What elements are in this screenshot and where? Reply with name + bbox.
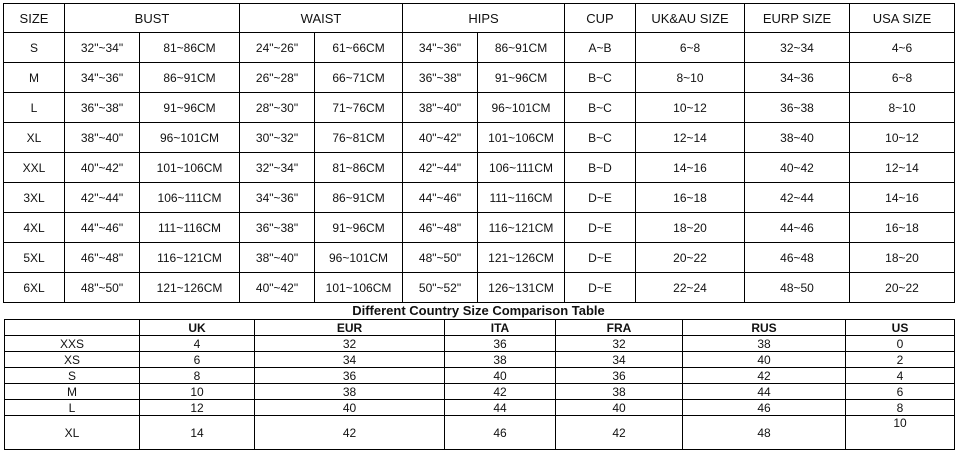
comparison-size-label: L [5,400,140,416]
size-chart-cell: B~D [565,153,636,183]
size-label-cell: XL [4,123,65,153]
size-chart-cell: 44"~46" [403,183,478,213]
size-chart-row [4,93,955,123]
size-chart-row [4,243,955,273]
size-chart-row [4,123,955,153]
comparison-cell: 10 [140,384,255,400]
comparison-table [4,319,955,450]
header-usa-size: USA SIZE [850,4,955,33]
size-chart-cell: 116~121CM [478,213,565,243]
header-eurp-size: EURP SIZE [745,4,850,33]
comparison-cell: 32 [556,336,683,352]
size-label-cell: 4XL [4,213,65,243]
comparison-size-label: S [5,368,140,384]
comparison-cell: 42 [255,416,445,450]
size-chart-cell: 101~106CM [315,273,403,303]
comparison-size-label: XL [5,416,140,450]
size-chart-row [4,33,955,63]
size-label-cell: 6XL [4,273,65,303]
size-chart-cell: 38"~40" [65,123,140,153]
size-chart-cell: D~E [565,273,636,303]
size-chart-cell: 28"~30" [240,93,315,123]
header-cup: CUP [565,4,636,33]
size-chart-cell: 81~86CM [140,33,240,63]
size-chart-table [3,3,955,303]
comparison-cell: 6 [846,384,955,400]
size-chart-cell: 50"~52" [403,273,478,303]
size-chart-cell: 10~12 [636,93,745,123]
comparison-size-label: M [5,384,140,400]
size-chart-cell: 48"~50" [403,243,478,273]
comparison-row [5,384,955,400]
size-chart-cell: 30"~32" [240,123,315,153]
size-chart-cell: 46"~48" [65,243,140,273]
size-label-cell: S [4,33,65,63]
size-chart-cell: 34~36 [745,63,850,93]
size-chart-cell: 96~101CM [315,243,403,273]
comparison-cell: 0 [846,336,955,352]
comparison-cell: 40 [556,400,683,416]
size-chart-cell: 32"~34" [65,33,140,63]
comparison-cell: 38 [255,384,445,400]
size-chart-cell: 91~96CM [478,63,565,93]
size-chart-cell: 44~46 [745,213,850,243]
size-chart-cell: 38"~40" [403,93,478,123]
size-chart-cell: 8~10 [636,63,745,93]
size-chart-cell: 116~121CM [140,243,240,273]
comparison-row [5,352,955,368]
comparison-cell: 38 [445,352,556,368]
header-waist: WAIST [240,4,403,33]
comparison-cell: 40 [255,400,445,416]
comparison-cell: 40 [445,368,556,384]
size-chart-cell: 20~22 [850,273,955,303]
header-hips: HIPS [403,4,565,33]
size-chart-cell: D~E [565,213,636,243]
size-chart-row [4,273,955,303]
size-chart-cell: 96~101CM [478,93,565,123]
comparison-cell: 42 [556,416,683,450]
size-label-cell: 5XL [4,243,65,273]
size-chart-cell: 20~22 [636,243,745,273]
size-chart-cell: 86~91CM [315,183,403,213]
comparison-header-fra: FRA [556,320,683,336]
comparison-header-uk: UK [140,320,255,336]
size-chart-row [4,213,955,243]
size-chart-cell: 76~81CM [315,123,403,153]
comparison-header-row [5,320,955,336]
comparison-cell: 44 [445,400,556,416]
size-label-cell: L [4,93,65,123]
size-chart-cell: 14~16 [850,183,955,213]
size-chart-cell: 44"~46" [65,213,140,243]
comparison-cell: 38 [556,384,683,400]
size-chart-cell: B~C [565,93,636,123]
comparison-row [5,400,955,416]
size-chart-cell: 18~20 [850,243,955,273]
size-chart-cell: 86~91CM [140,63,240,93]
comparison-cell: 8 [140,368,255,384]
size-chart-cell: 61~66CM [315,33,403,63]
size-chart-cell: 96~101CM [140,123,240,153]
comparison-cell: 32 [255,336,445,352]
comparison-cell: 40 [683,352,846,368]
comparison-cell: 44 [683,384,846,400]
size-chart-cell: 111~116CM [478,183,565,213]
size-chart-cell: 121~126CM [140,273,240,303]
size-chart-cell: 66~71CM [315,63,403,93]
size-chart-cell: 38~40 [745,123,850,153]
size-chart-cell: 101~106CM [140,153,240,183]
comparison-cell: 4 [140,336,255,352]
comparison-header-ita: ITA [445,320,556,336]
size-chart-cell: 106~111CM [140,183,240,213]
size-chart-cell: 86~91CM [478,33,565,63]
size-chart-cell: 40"~42" [403,123,478,153]
size-chart-cell: 34"~36" [403,33,478,63]
size-chart-cell: 22~24 [636,273,745,303]
comparison-cell: 14 [140,416,255,450]
size-chart-cell: 40"~42" [240,273,315,303]
size-chart-cell: 36"~38" [65,93,140,123]
size-chart-cell: 48"~50" [65,273,140,303]
size-chart-cell: 24"~26" [240,33,315,63]
size-chart-cell: B~C [565,123,636,153]
comparison-cell: 46 [683,400,846,416]
size-chart-cell: 34"~36" [65,63,140,93]
size-chart-cell: 38"~40" [240,243,315,273]
size-chart-cell: 40~42 [745,153,850,183]
size-chart-cell: 46~48 [745,243,850,273]
size-chart-cell: 36"~38" [403,63,478,93]
size-chart-cell: 12~14 [850,153,955,183]
comparison-cell: 42 [445,384,556,400]
size-chart-cell: 26"~28" [240,63,315,93]
size-chart-cell: 91~96CM [140,93,240,123]
size-label-cell: M [4,63,65,93]
size-chart-cell: 91~96CM [315,213,403,243]
size-chart-cell: B~C [565,63,636,93]
size-chart-row [4,63,955,93]
comparison-cell: 34 [255,352,445,368]
size-chart-cell: 106~111CM [478,153,565,183]
size-chart-cell: 42"~44" [65,183,140,213]
size-chart-cell: 6~8 [850,63,955,93]
size-chart-cell: 16~18 [636,183,745,213]
comparison-cell: 36 [556,368,683,384]
comparison-cell: 36 [255,368,445,384]
size-chart-cell: 4~6 [850,33,955,63]
size-chart-cell: 32"~34" [240,153,315,183]
comparison-cell: 36 [445,336,556,352]
size-chart-cell: 10~12 [850,123,955,153]
size-chart-cell: 40"~42" [65,153,140,183]
comparison-cell: 34 [556,352,683,368]
size-chart-cell: D~E [565,243,636,273]
size-chart-cell: 48~50 [745,273,850,303]
size-chart-cell: 71~76CM [315,93,403,123]
size-chart-cell: 8~10 [850,93,955,123]
size-chart-cell: 36"~38" [240,213,315,243]
size-chart-cell: 42"~44" [403,153,478,183]
header-bust: BUST [65,4,240,33]
comparison-header-blank [5,320,140,336]
size-chart-cell: 14~16 [636,153,745,183]
comparison-cell: 8 [846,400,955,416]
size-chart-cell: 101~106CM [478,123,565,153]
size-chart-cell: 121~126CM [478,243,565,273]
size-chart-row [4,153,955,183]
comparison-table-title: Different Country Size Comparison Table [352,303,605,318]
size-chart-cell: A~B [565,33,636,63]
size-chart-cell: 12~14 [636,123,745,153]
comparison-header-us: US [846,320,955,336]
comparison-cell: 48 [683,416,846,450]
size-chart-cell: 46"~48" [403,213,478,243]
comparison-size-label: XXS [5,336,140,352]
comparison-cell: 46 [445,416,556,450]
comparison-row [5,416,955,450]
comparison-cell: 10 [846,416,955,450]
comparison-cell: 12 [140,400,255,416]
comparison-cell: 42 [683,368,846,384]
comparison-cell: 4 [846,368,955,384]
size-label-cell: 3XL [4,183,65,213]
size-chart-cell: 16~18 [850,213,955,243]
comparison-row [5,336,955,352]
size-chart-cell: 18~20 [636,213,745,243]
comparison-cell: 6 [140,352,255,368]
size-chart-cell: 126~131CM [478,273,565,303]
size-chart-cell: 111~116CM [140,213,240,243]
size-chart-cell: 6~8 [636,33,745,63]
size-chart-cell: 34"~36" [240,183,315,213]
comparison-cell: 38 [683,336,846,352]
size-label-cell: XXL [4,153,65,183]
size-chart-cell: 42~44 [745,183,850,213]
size-chart-row [4,183,955,213]
size-chart-cell: 36~38 [745,93,850,123]
comparison-size-label: XS [5,352,140,368]
size-chart-cell: 81~86CM [315,153,403,183]
size-chart-cell: D~E [565,183,636,213]
comparison-header-eur: EUR [255,320,445,336]
size-chart-cell: 32~34 [745,33,850,63]
size-chart-header-row [4,4,955,33]
header-size: SIZE [4,4,65,33]
comparison-cell: 2 [846,352,955,368]
header-uk-au-size: UK&AU SIZE [636,4,745,33]
comparison-row [5,368,955,384]
comparison-header-rus: RUS [683,320,846,336]
